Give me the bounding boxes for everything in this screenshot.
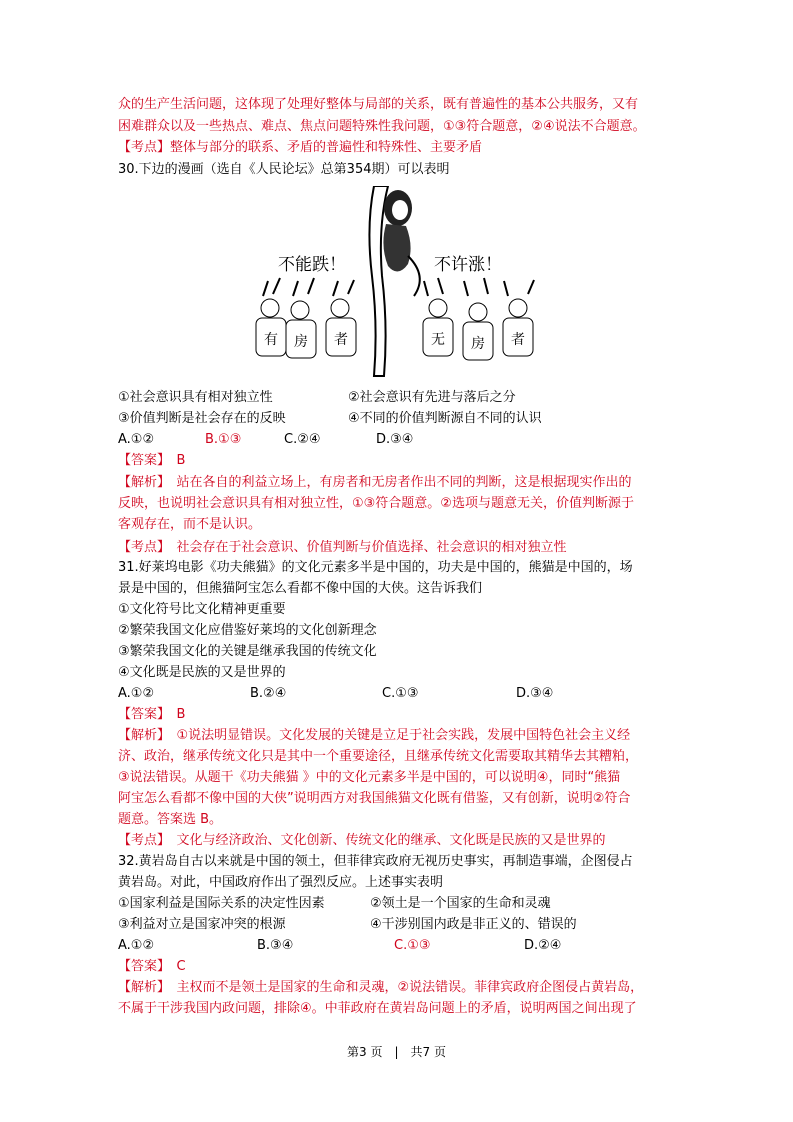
kaodian-line: 【考点】整体与部分的联系、矛盾的普遍性和特殊性、主要矛盾 [118,140,483,155]
left-group-people [256,278,356,358]
left-caption: 不能跌！ [278,255,346,275]
left-label-3: 者 [334,332,348,348]
choice-c: C.②④ [284,432,321,447]
option-1: ①文化符号比文化精神更重要 [118,602,286,617]
answer-line: 【答案】 B [118,453,186,468]
right-label-3: 者 [511,332,525,348]
answer-line: 【答案】 B [118,707,186,722]
question-30-stem: 30.下边的漫画（选自《人民论坛》总第354期）可以表明 [118,162,450,177]
question-31-stem: 景是中国的，但熊猫阿宝怎么看都不像中国的大侠。这告诉我们 [118,581,483,596]
right-caption: 不许涨！ [434,255,502,275]
option-2: ②繁荣我国文化应借鉴好莱坞的文化创新理念 [118,623,377,638]
kaodian-line: 【考点】 文化与经济政治、文化创新、传统文化的继承、文化既是民族的又是世界的 [118,833,606,848]
right-label-1: 无 [431,332,445,348]
question-32-stem: 32.黄岩岛自古以来就是中国的领土，但菲律宾政府无视历史事实，再制造事端，企图侵占 [118,854,633,869]
choice-a: A.①② [118,938,155,953]
choice-a: A.①② [118,432,155,447]
page-footer: 第3 页 | 共7 页 [347,1045,446,1059]
analysis-line: 【解析】 主权而不是领土是国家的生命和灵魂，②说法错误。菲律宾政府企图侵占黄岩岛， [118,980,644,995]
analysis-line: 客观存在，而不是认识。 [118,517,262,532]
choice-d: D.③④ [376,432,414,447]
analysis-line: 反映，也说明社会意识具有相对独立性，①③符合题意。②选项与题意无关，价值判断源于 [118,496,634,511]
analysis-line: 题意。答案选 B。 [118,812,223,827]
answer-line: 【答案】 C [118,959,186,974]
choice-c: C.①③ [394,938,431,953]
choice-d: D.③④ [516,686,554,701]
option-3: ③价值判断是社会存在的反映 [118,411,286,426]
question-31-stem: 31.好莱坞电影《功夫熊猫》的文化元素多半是中国的，功夫是中国的，熊猫是中国的，场 [118,560,633,575]
choice-d: D.②④ [524,938,562,953]
left-label-1: 有 [264,332,278,348]
option-2: ②社会意识有先进与落后之分 [348,390,516,405]
choice-b: B.①③ [205,432,242,447]
left-label-2: 房 [294,334,308,350]
right-group-people [423,278,534,360]
option-3: ③利益对立是国家冲突的根源 [118,917,286,932]
choice-a: A.①② [118,686,155,701]
analysis-line: 【解析】 站在各自的利益立场上，有房者和无房者作出不同的判断，这是根据现实作出的 [118,475,632,490]
choice-b: B.②④ [250,686,287,701]
option-3: ③繁荣我国文化的关键是继承我国的传统文化 [118,644,377,659]
analysis-line: 【解析】 ①说法明显错误。文化发展的关键是立足于社会实践，发展中国特色社会主义经 [118,728,631,743]
option-1: ①国家利益是国际关系的决定性因素 [118,896,325,911]
option-1: ①社会意识具有相对独立性 [118,390,273,405]
text-line: 困难群众以及一些热点、难点、焦点问题特殊性我问题，①③符合题意，②④说法不合题意。 [118,119,646,134]
analysis-line: 阿宝怎么看都不像中国的大侠”说明西方对我国熊猫文化既有借鉴，又有创新，说明②符合 [118,791,631,806]
cartoon-illustration [238,186,558,378]
analysis-line: 济、政治，继承传统文化只是其中一个重要途径，且继承传统文化需要取其精华去其糟粕， [118,749,639,764]
option-2: ②领土是一个国家的生命和灵魂 [370,896,551,911]
option-4: ④干涉别国内政是非正义的、错误的 [370,917,577,932]
analysis-line: ③说法错误。从题干《功夫熊猫 》中的文化元素多半是中国的，可以说明④，同时“熊猫 [118,770,621,785]
option-4: ④文化既是民族的又是世界的 [118,665,286,680]
right-label-2: 房 [471,336,485,352]
choice-b: B.③④ [257,938,294,953]
choice-c: C.①③ [382,686,419,701]
analysis-line: 不属于干涉我国内政问题，排除④。中菲政府在黄岩岛问题上的矛盾，说明两国之间出现了 [118,1001,637,1016]
option-4: ④不同的价值判断源自不同的认识 [348,411,542,426]
question-32-stem: 黄岩岛。对此，中国政府作出了强烈反应。上述事实表明 [118,875,444,890]
text-line: 众的生产生活问题，这体现了处理好整体与局部的关系，既有普遍性的基本公共服务，又有 [118,97,639,112]
kaodian-line: 【考点】 社会存在于社会意识、价值判断与价值选择、社会意识的相对独立性 [118,540,567,555]
